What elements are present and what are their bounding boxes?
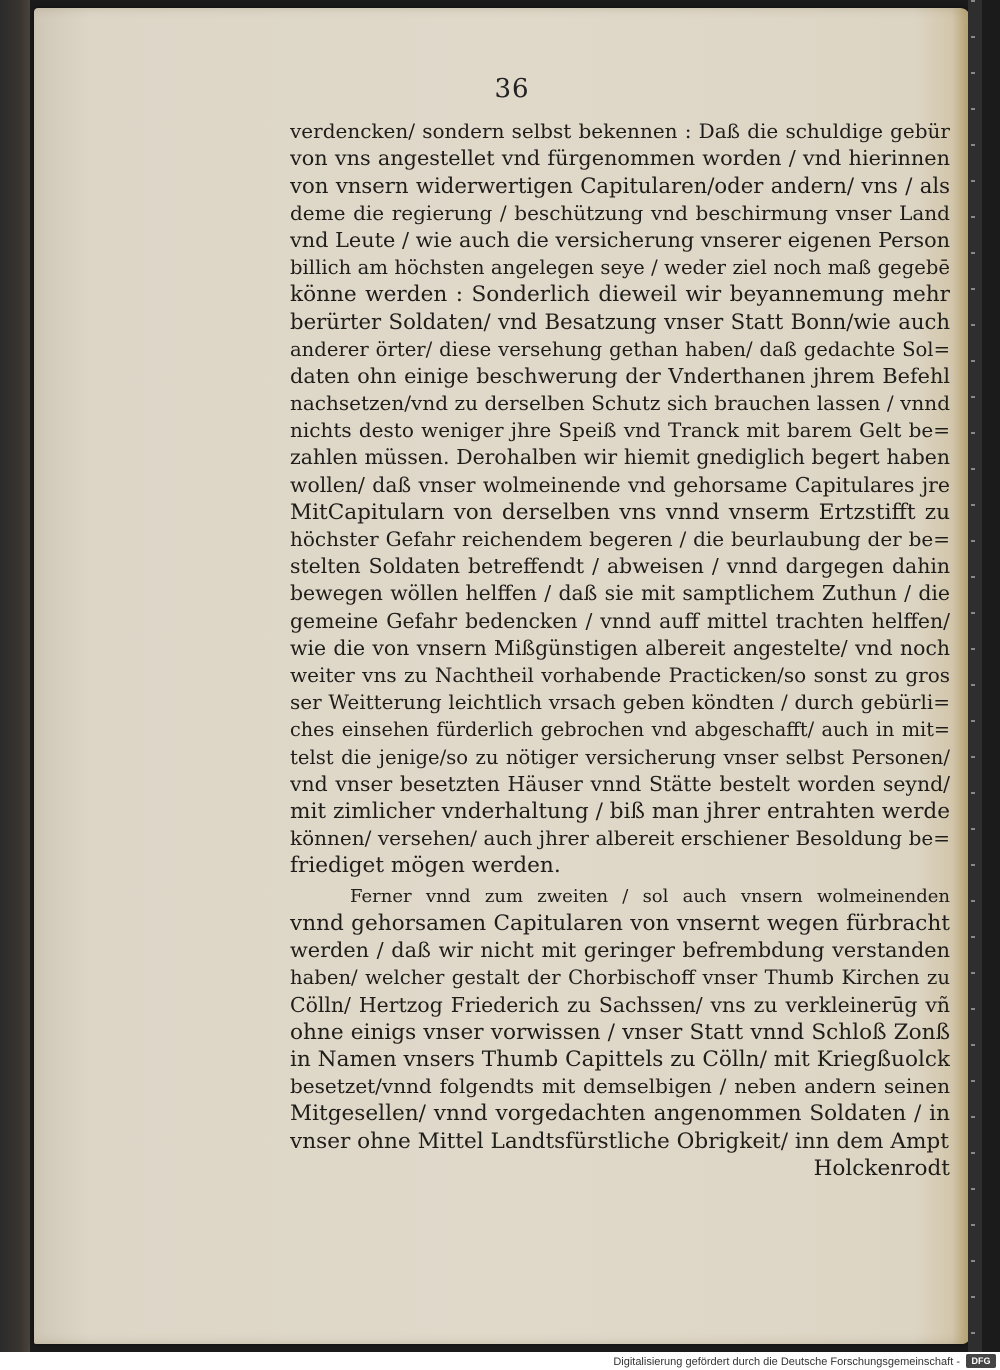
text-line: vnd vnser besetzten Häuser vnnd Stätte bestelt worden seynd/	[290, 771, 950, 796]
text-line: daten ohn einige beschwerung der Vnderthanen jhrem Befehl	[290, 363, 950, 388]
text-line: friediget mögen werden.	[290, 853, 561, 879]
text-line: Cölln/ Hertzog Friederich zu Sachssen/ vns zu verkleinerūg vñ	[290, 992, 950, 1017]
book-page	[34, 8, 970, 1344]
text-line: weiter vns zu Nachtheil vorhabende Practicken/so sonst zu gros	[290, 663, 950, 688]
text-line: verdencken/ sondern selbst bekennen : Daß die schuldige gebür	[290, 119, 950, 143]
footer-bar	[0, 1352, 1000, 1370]
text-line: haben/ welcher gestalt der Chorbischoff vnser Thumb Kirchen zu	[290, 966, 950, 990]
book-binding	[0, 0, 30, 1352]
text-line: können/ versehen/ auch jhrer albereit erschiener Besoldung be=	[290, 826, 950, 851]
text-line: wie die von vnsern Mißgünstigen albereit angestelte/ vnd noch	[290, 635, 950, 660]
text-line: zahlen müssen. Derohalben wir hiemit gnediglich begert haben	[290, 445, 950, 470]
text-line: mit zimlicher vnderhaltung / biß man jhrer entrahten werde	[290, 799, 950, 825]
dfg-logo: DFG	[966, 1354, 996, 1368]
text-line: berürter Soldaten/ vnd Besatzung vnser Statt Bonn/wie auch	[290, 309, 950, 335]
text-line: stelten Soldaten betreffendt / abweisen / vnnd dargegen dahin	[290, 554, 950, 579]
paragraph-2	[290, 883, 950, 1155]
text-line: bewegen wöllen helffen / daß sie mit samptlichem Zuthun / die	[290, 581, 950, 606]
text-line: MitCapitularn von derselben vns vnnd vnserm Ertzstifft zu	[290, 499, 950, 525]
text-line: nichts desto weniger jhre Speiß vnd Tranck mit barem Gelt be=	[290, 418, 950, 443]
text-line: besetzet/vnnd folgendts mit demselbigen / neben andern seinen	[290, 1074, 950, 1099]
text-line: gemeine Gefahr bedencken / vnnd auff mittel trachten helffen/	[290, 608, 950, 633]
text-line: in Namen vnsers Thumb Capittels zu Cölln/ mit Kriegßuolck	[290, 1046, 950, 1072]
page-number: 36	[494, 74, 530, 104]
text-line: vnnd gehorsamen Capitularen von vnsernt wegen fürbracht	[290, 910, 950, 936]
text-line: werden / daß wir nicht mit geringer befrembdung verstanden	[290, 938, 950, 963]
text-line: deme die regierung / beschützung vnd beschirmung vnser Land	[290, 200, 950, 225]
text-line: vnd Leute / wie auch die versicherung vnserer eigenen Person	[290, 227, 950, 252]
text-line: von vns angestellet vnd fürgenommen worden / vnd hierinnen	[290, 146, 950, 171]
text-line: ches einsehen fürderlich gebrochen vnd abgeschafft/ auch in mit=	[290, 718, 950, 742]
text-line: höchster Gefahr reichendem begeren / die beurlaubung der be=	[290, 527, 950, 552]
text-line: könne werden : Sonderlich dieweil wir beyannemung mehr	[290, 282, 950, 308]
text-line: Ferner vnnd zum zweiten / sol auch vnsern wolmeinenden	[350, 885, 950, 907]
text-line: wollen/ daß vnser wolmeinende vnd gehorsame Capitulares jre	[290, 472, 950, 497]
scan-ruler	[968, 0, 982, 1352]
text-line: billich am höchsten angelegen seye / weder ziel noch maß gegebē	[290, 256, 950, 280]
page-body-text	[290, 118, 950, 1182]
text-line: ser Weitterung leichtlich vrsach geben köndten / durch gebürli=	[290, 690, 950, 715]
text-line: telst die jenige/so zu nötiger versicherung vnser selbst Personen/	[290, 745, 950, 769]
catchword: Holckenrodt	[813, 1155, 950, 1181]
text-line: ohne einigs vnser vorwissen / vnser Statt vnnd Schloß Zonß	[290, 1019, 950, 1045]
text-line: Mitgesellen/ vnnd vorgedachten angenommen Soldaten / in	[290, 1101, 950, 1127]
text-line: vnser ohne Mittel Landtsfürstliche Obrigkeit/ inn dem Ampt	[290, 1128, 949, 1154]
paragraph-1	[290, 118, 950, 880]
footer-credit: Digitalisierung gefördert durch die Deutsche Forschungsgemeinschaft -	[613, 1356, 960, 1368]
text-line: nachsetzen/vnd zu derselben Schutz sich brauchen lassen / vnnd	[290, 391, 950, 416]
text-line: von vnsern widerwertigen Capitularen/oder andern/ vns / als	[290, 173, 950, 199]
text-line: anderer örter/ diese versehung gethan haben/ daß gedachte Sol=	[290, 337, 950, 361]
